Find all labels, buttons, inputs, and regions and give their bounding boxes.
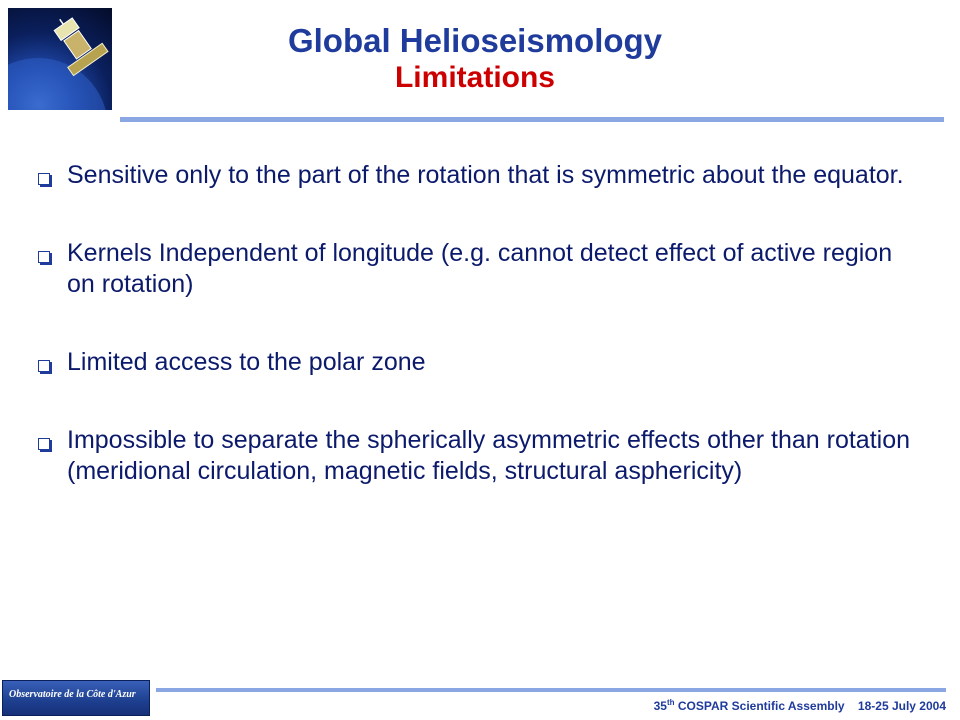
footer-assembly: COSPAR Scientific Assembly	[677, 699, 845, 713]
bullet-text: Impossible to separate the spherically asymmetric effects other than rotation (meridional circulation, magnetic fields, structural asphericity)	[67, 426, 911, 485]
checkbox-bullet-icon	[38, 251, 50, 263]
header-divider	[120, 117, 944, 122]
bullet-item	[38, 425, 918, 487]
bullet-text: Limited access to the polar zone	[67, 348, 426, 376]
footer-ordinal-number: 35	[653, 699, 667, 713]
satellite-sun-logo-icon	[8, 8, 112, 110]
slide-subtitle: Limitations	[394, 61, 555, 94]
bullet-item	[38, 160, 918, 191]
footer-ordinal-suffix: th	[666, 698, 675, 707]
bullet-list	[38, 160, 918, 534]
footer-conference	[654, 698, 946, 713]
bullet-item	[38, 347, 918, 378]
slide-title: Global Helioseismology	[287, 22, 663, 59]
footer-divider	[156, 688, 946, 692]
checkbox-bullet-icon	[38, 438, 50, 450]
title-block	[150, 22, 800, 96]
footer-dates: 18-25 July 2004	[857, 699, 946, 713]
observatory-logo-text: Observatoire de la Côte d'Azur	[9, 689, 136, 700]
observatory-logo	[2, 680, 150, 716]
bullet-text: Kernels Independent of longitude (e.g. cannot detect effect of active region on rotation)	[67, 239, 893, 298]
bullet-item	[38, 238, 918, 300]
bullet-text: Sensitive only to the part of the rotation that is symmetric about the equator.	[67, 161, 904, 189]
checkbox-bullet-icon	[38, 360, 50, 372]
checkbox-bullet-icon	[38, 173, 50, 185]
